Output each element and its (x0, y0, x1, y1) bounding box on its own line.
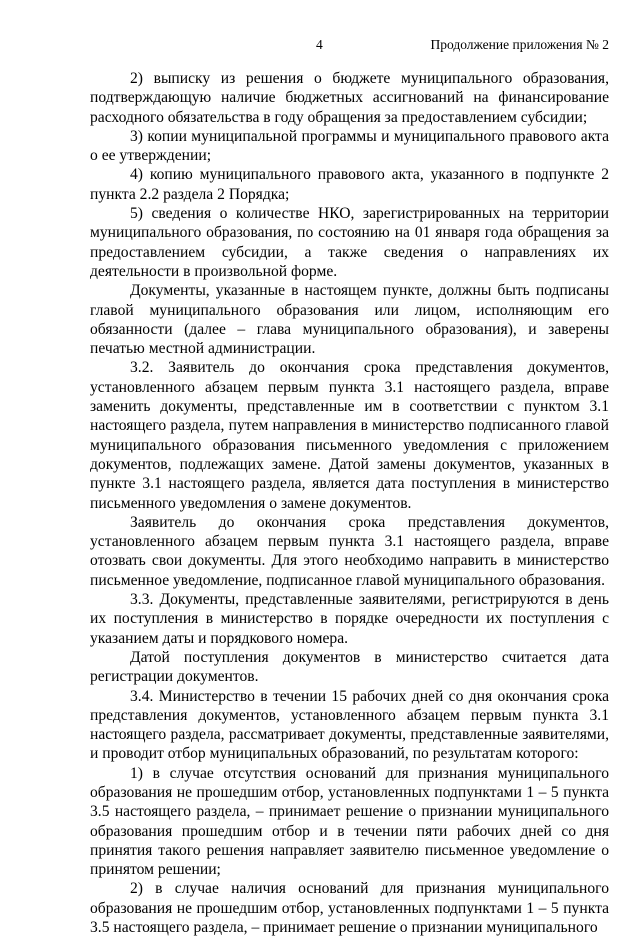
paragraph-signing-requirements: Документы, указанные в настоящем пункте, должны быть подписаны главой муниципального образования или лицом, исполняющим его обязанности (далее – глава муниципального образования), и заверены печатью местной администрации. (90, 282, 609, 358)
paragraph-3-3-registration: 3.3. Документы, представленные заявителями, регистрируются в день их поступления в министерство в порядке очередности их поступления с указанием даты и порядкового номера. (90, 591, 609, 647)
paragraph-item-4-legal-act-copy: 4) копию муниципального правового акта, указанного в подпункте 2 пункта 2.2 раздела 2 Порядка; (90, 166, 609, 203)
paragraph-selection-outcome-2: 2) в случае наличия оснований для признания муниципального образования не прошедшим отбор, установленных подпунктами 1 – 5 пункта 3.5 настоящего раздела, – принимает решение о признании муниципального (90, 880, 609, 937)
paragraph-item-5-nko-info: 5) сведения о количестве НКО, зарегистрированных на территории муниципального образования, по состоянию на 01 января года обращения за предоставлением субсидии, а также сведения о направлениях их деятельности в произвольной форме. (90, 205, 609, 280)
appendix-continuation-note: Продолжение приложения № 2 (430, 37, 609, 52)
paragraph-selection-outcome-1: 1) в случае отсутствия оснований для признания муниципального образования не прошедшим отбор, установленных подпунктами 1 – 5 пункта 3.5 настоящего раздела, – принимает решение о признании муниципального образования прошедшим отбор и в течении пяти рабочих дней со дня принятия такого решения направляет заявителю письменное уведомление о принятом решении; (90, 764, 609, 879)
paragraph-3-4-selection: 3.4. Министерство в течении 15 рабочих дней со дня окончания срока представления документов, установленного абзацем первым пункта 3.1 настоящего раздела, рассматривает документы, представленные заявителями, и проводит отбор муниципальных образований, по результатам которого: (90, 687, 609, 763)
paragraph-item-3-program-copies: 3) копии муниципальной программы и муниципального правового акта о ее утверждении; (90, 127, 609, 165)
paragraph-withdrawal: Заявитель до окончания срока представления документов, установленного абзацем первым пункта 3.1 настоящего раздела, вправе отозвать свои документы. Для этого необходимо направить в министерство письменное уведомление, подписанное главой муниципального образования. (90, 513, 609, 589)
paragraph-receipt-date: Датой поступления документов в министерство считается дата регистрации документов. (90, 648, 609, 686)
paragraph-3-2-replacement: 3.2. Заявитель до окончания срока представления документов, установленного абзацем первым пункта 3.1 настоящего раздела, вправе заменить документы, представленные им в соответствии с пунктом 3.1 настоящего раздела, путем направления в министерство подписанного главой муниципального образования письменного уведомления с приложением документов, подлежащих замене. Датой замены документов, указанных в пункте 3.1 настоящего раздела, является дата поступления в министерство письменного уведомления о замене документов. (90, 359, 609, 512)
page-number: 4 (316, 37, 323, 52)
paragraph-item-2-budget-extract: 2) выписку из решения о бюджете муниципального образования, подтверждающую наличие бюджетных ассигнований на финансирование расходного обязательства в году обращения за предоставлением субсидии; (90, 70, 609, 126)
document-body (90, 69, 609, 937)
